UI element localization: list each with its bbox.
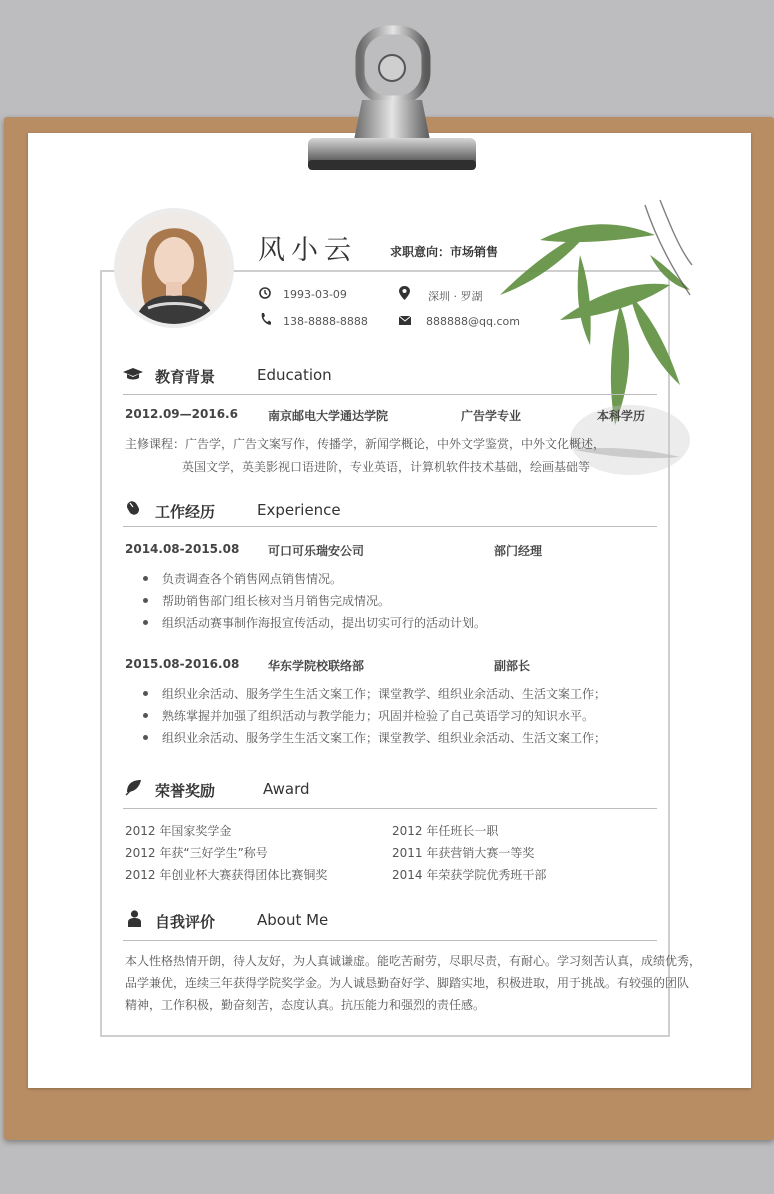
job-period: 2014.08-2015.08 <box>125 542 240 556</box>
education-courses-line1: 主修课程：广告学，广告文案写作，传播学，新闻学概论，中外文学鉴赏，中外文化概述， <box>125 437 606 451</box>
bullet <box>143 576 148 581</box>
award-item: 2014 年荣获学院优秀班干部 <box>392 868 547 882</box>
education-degree: 本科学历 <box>597 409 646 423</box>
job-duty: 熟练掌握并加强了组织活动与教学能力；巩固并检验了自己英语学习的知识水平。 <box>162 709 595 723</box>
award-title-en: Award <box>263 780 310 798</box>
job-company: 可口可乐瑞安公司 <box>268 544 365 558</box>
award-item: 2012 年创业杯大赛获得团体比赛铜奖 <box>125 868 328 882</box>
applicant-name: 风小云 <box>258 235 357 266</box>
about-line: 本人性格热情开朗，待人友好，为人真诚谦虚。能吃苦耐劳，尽职尽责，有耐心。学习刻苦认真，成绩优秀， <box>125 954 702 968</box>
education-period: 2012.09—2016.6 <box>125 407 238 421</box>
job-role: 副部长 <box>494 659 531 673</box>
clock-icon <box>259 287 271 299</box>
education-major: 广告学专业 <box>461 409 522 423</box>
job-duty: 负责调查各个销售网点销售情况。 <box>162 572 343 586</box>
job-intent: 求职意向：市场销售 <box>390 245 499 259</box>
education-title-en: Education <box>257 366 332 384</box>
job-duty: 组织活动赛事制作海报宣传活动，提出切实可行的活动计划。 <box>162 616 487 630</box>
phone: 138-8888-8888 <box>283 315 368 328</box>
about-title-en: About Me <box>257 911 329 929</box>
job-company: 华东学院校联络部 <box>268 659 365 673</box>
location: 深圳 · 罗湖 <box>428 290 483 303</box>
job-period: 2015.08-2016.08 <box>125 657 240 671</box>
award-divider <box>123 808 657 809</box>
birthday: 1993-03-09 <box>283 288 347 301</box>
bullet <box>143 735 148 740</box>
experience-divider <box>123 526 657 527</box>
job-duty: 组织业余活动、服务学生生活文案工作；课堂教学、组织业余活动、生活文案工作； <box>162 687 607 701</box>
mouse-icon <box>125 500 142 517</box>
profile-photo <box>118 212 230 324</box>
job-duty: 组织业余活动、服务学生生活文案工作；课堂教学、组织业余活动、生活文案工作； <box>162 731 607 745</box>
education-divider <box>123 394 657 395</box>
award-title: 荣誉奖励 <box>155 782 216 800</box>
bullet <box>143 691 148 696</box>
about-title: 自我评价 <box>155 913 216 931</box>
graduation-cap-icon <box>123 368 143 380</box>
bullet <box>143 620 148 625</box>
education-school: 南京邮电大学通达学院 <box>268 409 389 423</box>
phone-icon <box>260 313 271 326</box>
award-item: 2011 年获营销大赛一等奖 <box>392 846 535 860</box>
award-item: 2012 年获“三好学生”称号 <box>125 846 268 860</box>
leaf-icon <box>125 779 142 796</box>
about-line: 精神，工作积极，勤奋刻苦，态度认真。抗压能力和强烈的责任感。 <box>125 998 486 1012</box>
avatar-icon <box>118 212 230 324</box>
bullet <box>143 713 148 718</box>
location-pin-icon <box>399 286 410 300</box>
about-divider <box>123 940 657 941</box>
education-title: 教育背景 <box>155 368 216 386</box>
job-duty: 帮助销售部门组长核对当月销售完成情况。 <box>162 594 391 608</box>
person-icon <box>128 910 141 927</box>
education-courses-line2: 英国文学，英美影视口语进阶，专业英语，计算机软件技术基础，绘画基础等 <box>182 460 591 474</box>
binder-clip-icon <box>300 20 480 180</box>
experience-title: 工作经历 <box>155 503 216 521</box>
award-item: 2012 年任班长一职 <box>392 824 499 838</box>
job-role: 部门经理 <box>494 544 543 558</box>
mail-icon <box>399 316 411 325</box>
about-line: 品学兼优，连续三年获得学院奖学金。为人诚恳勤奋好学、脚踏实地，积极进取，用于挑战。有较强的团队 <box>125 976 690 990</box>
experience-title-en: Experience <box>257 501 341 519</box>
award-item: 2012 年国家奖学金 <box>125 824 232 838</box>
email: 888888@qq.com <box>426 315 520 328</box>
bullet <box>143 598 148 603</box>
